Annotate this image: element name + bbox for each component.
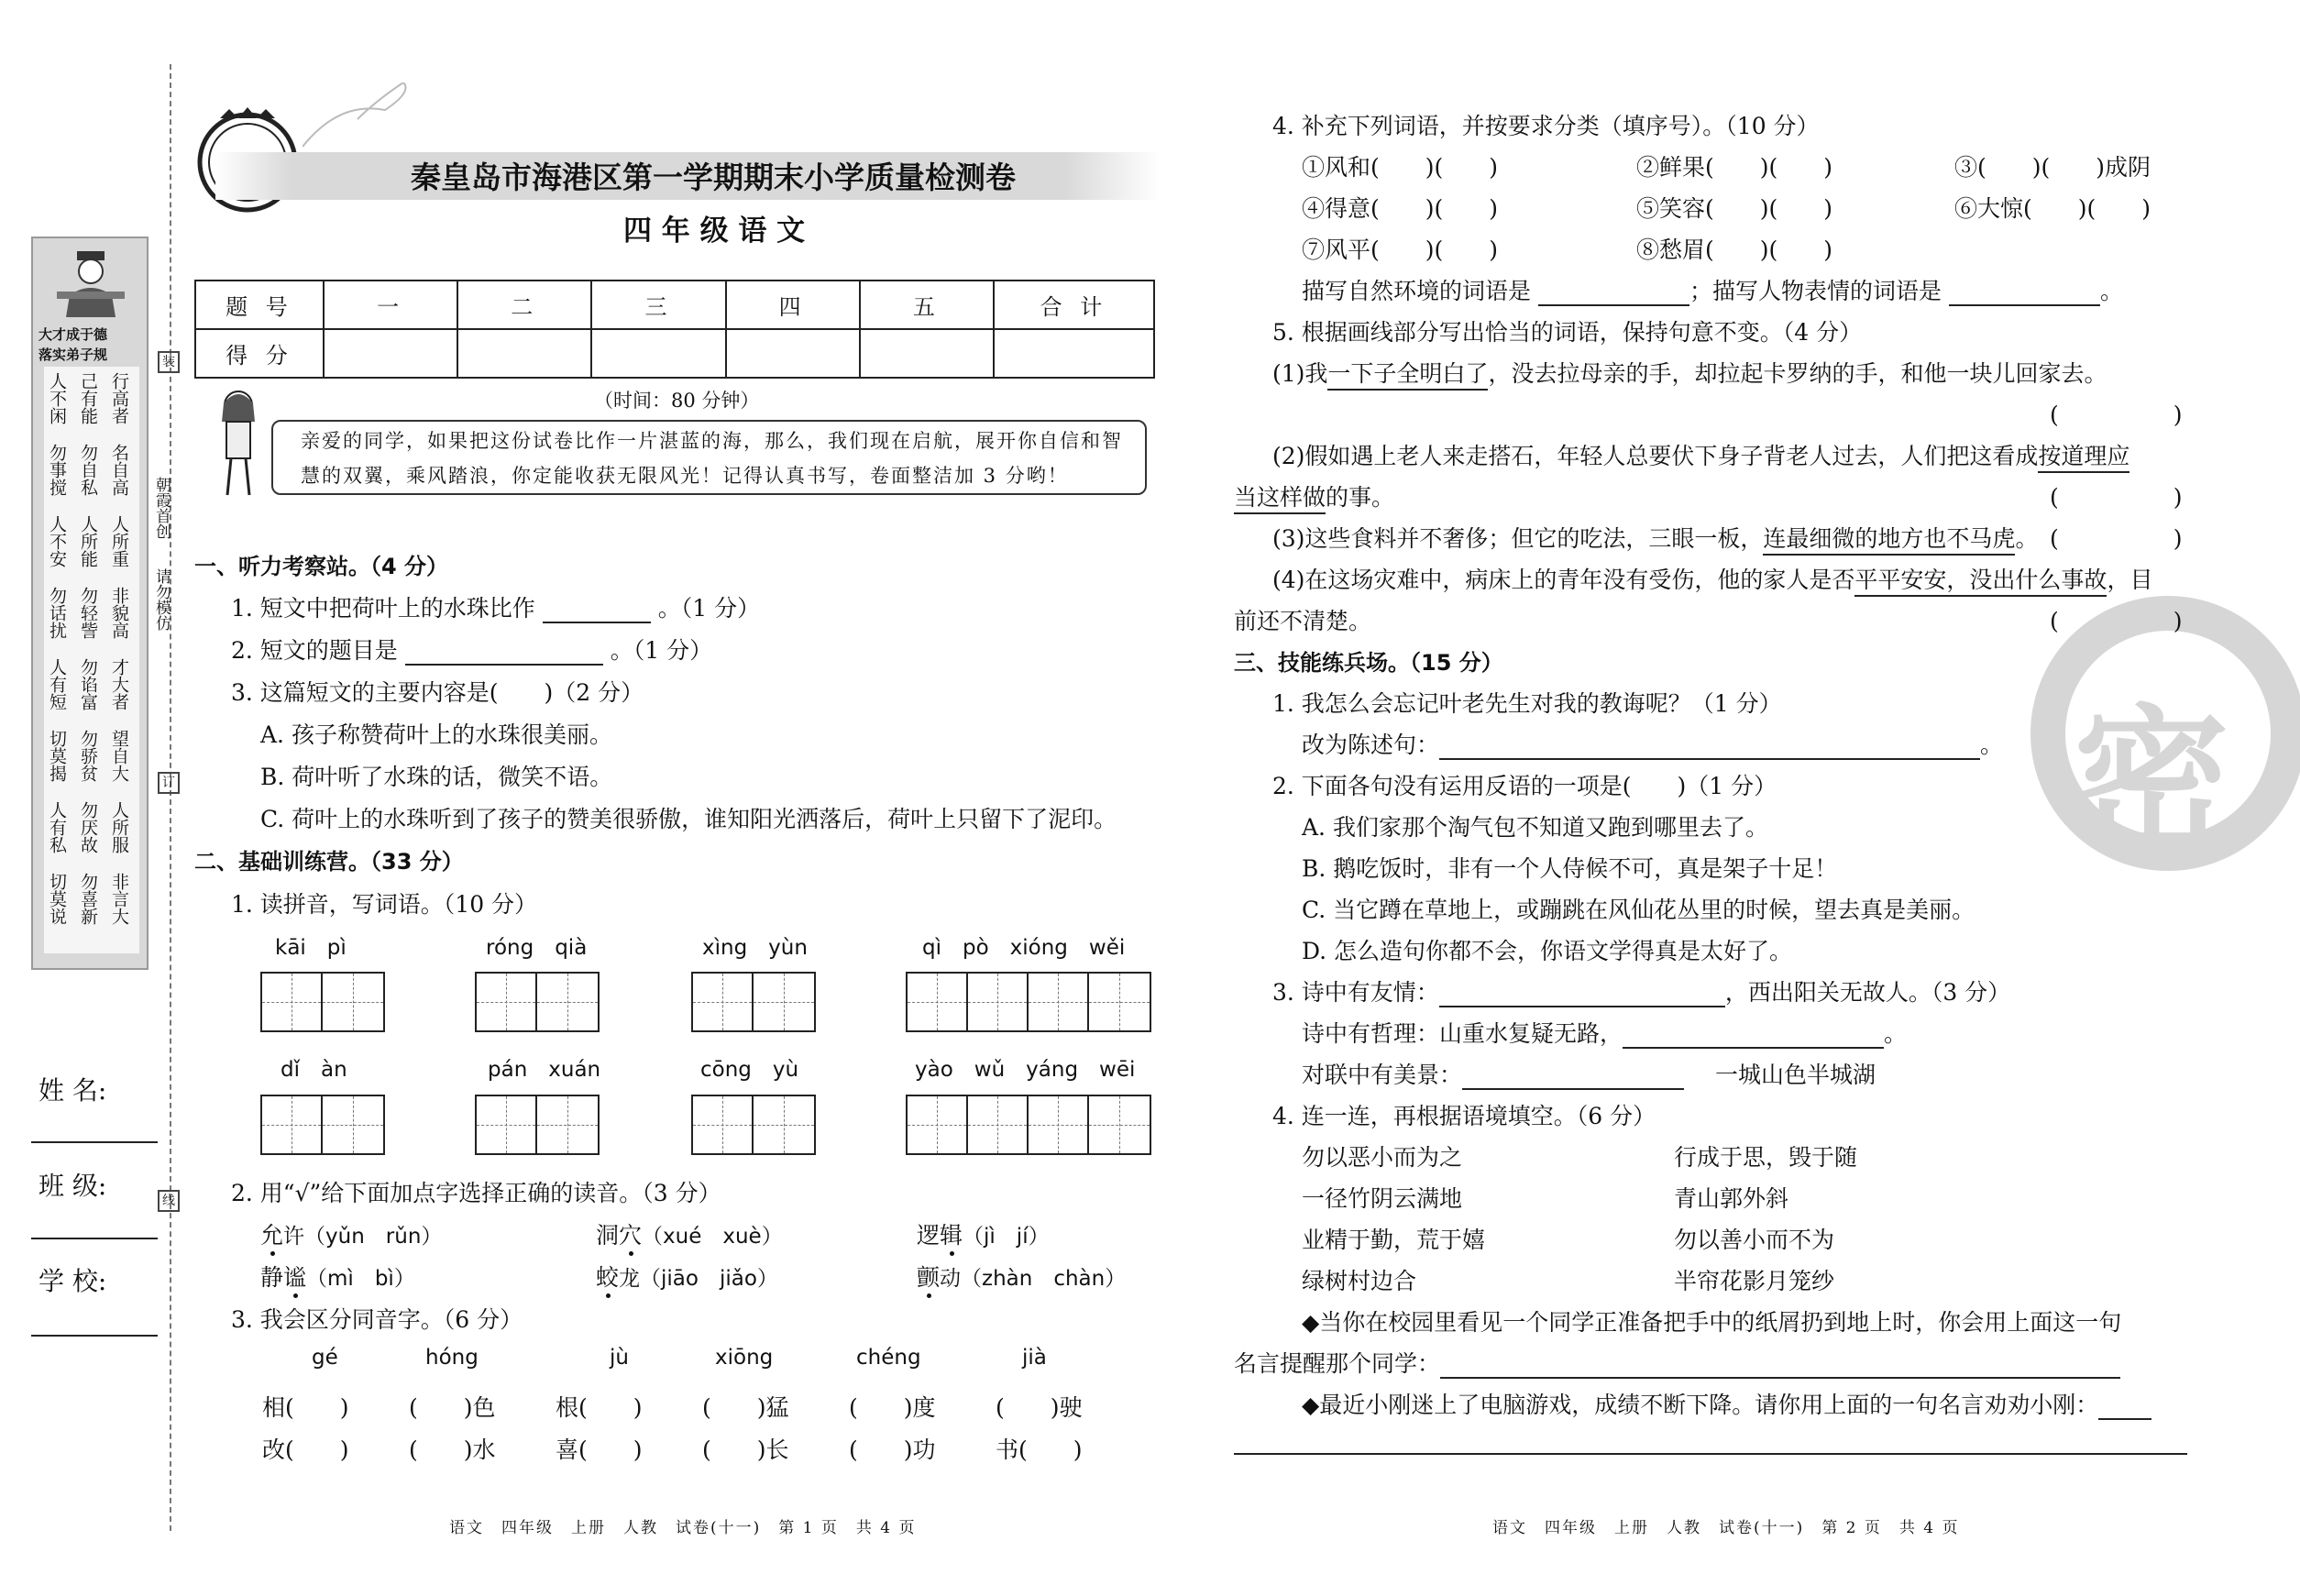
section-3-title: 三、技能练兵场。（15 分） (1234, 650, 1503, 676)
s3-q4: 4. 连一连，再根据语境填空。（6 分） (1272, 1103, 1656, 1129)
q5-s3-pre: (3)这些食料并不奢侈；但它的吃法，三眼一板， (1272, 525, 1764, 552)
homophone-blank[interactable]: 书( ) (996, 1436, 1083, 1463)
answer-paren[interactable]: ( ) (2050, 402, 2183, 428)
q5-s1-underlined: 一下子全明白了 (1327, 356, 1488, 391)
motto-text: 勿轻訾 (78, 587, 98, 639)
q4-classify-a: 描写自然环境的词语是 (1302, 278, 1532, 304)
homophone-blank[interactable]: 相( ) (262, 1394, 349, 1421)
pinyin-label: qì pò xióng wěi (922, 936, 1126, 960)
dotted-char: 蛟 (596, 1260, 619, 1293)
sec1-option-a: A. 孩子称赞荷叶上的水珠很美丽。 (260, 721, 612, 748)
pronunciation-item[interactable] (260, 1260, 415, 1293)
pinyin-label: yào wǔ yáng wēi (915, 1058, 1136, 1082)
q5-s2-pre: (2)假如遇上老人来走搭石，年轻人总要伏下身子背老人过去，人们把这看成 (1272, 443, 2039, 469)
answer-paren[interactable]: ( ) (2050, 525, 2183, 552)
time-note: （时间：80 分钟） (594, 390, 760, 412)
motto-text: 切莫说 (47, 873, 67, 925)
homophone-blank[interactable]: 喜( ) (556, 1436, 643, 1463)
dotted-char: 辑 (940, 1217, 963, 1250)
s3-q3-friendship (1272, 974, 2010, 1007)
q5-s4-post: ，目 (2107, 567, 2153, 593)
homophone-blank[interactable]: 根( ) (556, 1394, 643, 1421)
seal-mark-3: 线 (158, 1190, 180, 1212)
homophone-blank[interactable]: ( )驶 (996, 1394, 1083, 1421)
name-field[interactable] (31, 1141, 158, 1143)
context-2-blank-line[interactable] (1234, 1453, 2187, 1455)
q4: 4. 补充下列词语，并按要求分类（填序号）。（10 分） (1272, 113, 1820, 139)
homophone-pinyin: jù (610, 1346, 629, 1370)
motto-text: 勿自私 (78, 444, 98, 496)
pronunciation-item[interactable] (596, 1217, 783, 1250)
lead-char: 逻 (917, 1222, 941, 1249)
score-row-label: 得 分 (195, 329, 324, 378)
match-left-item[interactable]: 业精于勤，荒于嬉 (1302, 1227, 1486, 1253)
dotted-char: 颤 (917, 1260, 940, 1293)
motto-text: 己有能 (78, 372, 98, 424)
score-table (194, 280, 1155, 379)
pinyin-label: cōng yù (700, 1058, 799, 1082)
match-left-item[interactable]: 勿以恶小而为之 (1302, 1144, 1463, 1171)
context-2-blank[interactable] (2098, 1392, 2151, 1420)
pinyin-label: pán xuán (488, 1058, 601, 1082)
context-1-line-2 (1234, 1346, 2120, 1379)
score-cell[interactable] (591, 329, 725, 378)
s3-q2-option-d: D. 怎么造句你都不会，你语文学得真是太好了。 (1302, 938, 1793, 964)
q5-s3-underlined: 连最细微的地方也不马虎 (1763, 521, 2015, 556)
context-1-blank[interactable] (1440, 1350, 2120, 1379)
writing-grid[interactable] (260, 1095, 385, 1155)
motto-text: 名自高 (109, 444, 129, 496)
idiom-item[interactable]: ⑤笑容( )( ) (1636, 195, 1833, 222)
context-1-prompt: 名言提醒那个同学： (1234, 1350, 1441, 1377)
motto-text: 勿骄贫 (78, 730, 98, 782)
sec1-q1-text: 1. 短文中把荷叶上的水珠比作 (231, 595, 535, 622)
writing-grid[interactable] (691, 1095, 816, 1155)
sec2-q2: 2. 用“√”给下面加点字选择正确的读音。（3 分） (231, 1180, 721, 1206)
q4-blank-nature[interactable] (1538, 278, 1689, 306)
writing-grid[interactable] (475, 972, 600, 1032)
pinyin-label: dǐ àn (281, 1058, 347, 1082)
motto-text: 非言大 (109, 873, 129, 925)
writing-grid[interactable] (691, 972, 816, 1032)
s3-q3-blank-1[interactable] (1439, 979, 1725, 1007)
sec2-q1: 1. 读拼音，写词语。（10 分） (231, 891, 538, 918)
q4-end: 。 (2099, 278, 2123, 304)
motto-text: 勿事搅 (47, 444, 67, 496)
slogan-line-2: 落实弟子规 (39, 347, 108, 363)
exam-title: 秦皇岛市海港区第一学期期末小学质量检测卷 (411, 160, 1016, 195)
homophone-pinyin: xiōng (715, 1346, 774, 1370)
homophone-pinyin: hóng (425, 1346, 479, 1370)
homophone-blank[interactable]: ( )猛 (702, 1394, 789, 1421)
motto-text: 人所能 (78, 515, 98, 567)
q5-sentence-1 (1272, 356, 2107, 391)
q5-sentence-2-line2 (1234, 479, 1394, 514)
score-header-cell: 题 号 (195, 281, 324, 329)
student-illustration (211, 385, 266, 500)
section-1-title: 一、听力考察站。（4 分） (194, 554, 449, 579)
s3-q3-blank-3[interactable] (1462, 1062, 1684, 1090)
idiom-item[interactable]: ⑥大惊( )( ) (1954, 195, 2151, 222)
motto-text: 勿话扰 (47, 587, 67, 639)
scholar-illustration (51, 249, 130, 321)
score-header-cell: 三 (591, 281, 725, 329)
q5-s1-pre: (1)我 (1272, 360, 1328, 387)
motto-text: 才大者 (109, 658, 129, 710)
motto-text: 勿喜新 (78, 873, 98, 925)
s3-q3-b-text: 诗中有哲理：山重水复疑无路， (1302, 1020, 1623, 1047)
slogan-line-1: 大才成于德 (39, 326, 108, 343)
page-footer-2: 语文 四年级 上册 人教 试卷(十一) 第 2 页 共 4 页 (1492, 1519, 1960, 1537)
s3-q3-c-text: 对联中有美景： (1302, 1062, 1463, 1088)
pinyin-label: kāi pì (275, 936, 347, 960)
score-header-cell: 四 (726, 281, 860, 329)
motto-text: 切莫揭 (47, 730, 67, 782)
binding-line (170, 64, 171, 1531)
seal-mark-1: 装 (158, 351, 180, 373)
homophone-blank[interactable]: ( )功 (849, 1436, 936, 1463)
s3-q1-blank[interactable] (1439, 732, 1980, 760)
s3-q2: 2. 下面各句没有运用反语的一项是( )（1 分） (1272, 773, 1777, 799)
homophone-pinyin: jià (1022, 1346, 1047, 1370)
match-right-item[interactable]: 青山郭外斜 (1674, 1185, 1789, 1212)
side-text-2: 请勿模仿 (152, 568, 171, 631)
homophone-blank[interactable]: ( )水 (409, 1436, 496, 1463)
sec1-q2-blank[interactable] (405, 637, 603, 666)
sec1-q2-end: 。（1 分） (610, 637, 713, 664)
page-footer-1: 语文 四年级 上册 人教 试卷(十一) 第 1 页 共 4 页 (449, 1519, 917, 1537)
s3-q3-c-given: 一城山色半城湖 (1714, 1062, 1876, 1088)
idiom-item[interactable]: ⑦风平( )( ) (1302, 237, 1499, 263)
writing-grid[interactable] (260, 972, 385, 1032)
school-field[interactable] (31, 1335, 158, 1337)
q5-s2-post: 的事。 (1326, 484, 1395, 511)
homophone-blank[interactable]: 改( ) (262, 1436, 349, 1463)
s3-q2-option-b: B. 鹅吃饭时，非有一个人侍候不可，真是架子十足！ (1302, 855, 1838, 882)
score-header-cell: 合 计 (994, 281, 1154, 329)
score-header-cell: 二 (457, 281, 591, 329)
lead-char: 洞 (596, 1222, 620, 1249)
writing-grid[interactable] (906, 1095, 1151, 1155)
q5: 5. 根据画线部分写出恰当的词语，保持句意不变。（4 分） (1272, 319, 1863, 346)
pronunciation-options: 许（yǔn rǔn） (283, 1225, 443, 1249)
motto-text: 人有短 (47, 658, 67, 710)
idiom-item[interactable]: ⑧愁眉( )( ) (1636, 237, 1833, 263)
notice-box: 亲爱的同学，如果把这份试卷比作一片湛蓝的海，那么，我们现在启航，展开你自信和智慧的双翼，乘风踏浪，你定能收获无限风光！记得认真书写，卷面整洁加 3 分哟！ (271, 420, 1147, 495)
score-cell[interactable] (994, 329, 1154, 378)
dotted-char: 谧 (283, 1260, 306, 1293)
q5-sentence-2 (1272, 438, 2129, 473)
motto-panel (31, 237, 149, 970)
s3-q3-philosophy: 诗中有哲理：山重水复疑无路， 。 (1302, 1020, 1908, 1047)
s3-q3-a-text: 3. 诗中有友情： (1272, 979, 1439, 1006)
match-right-item[interactable]: 勿以善小而不为 (1674, 1227, 1835, 1253)
pronunciation-options: （jì jí） (963, 1225, 1050, 1249)
name-label: 姓 名: (39, 1075, 107, 1106)
motto-text: 人不闲 (47, 372, 67, 424)
sec1-option-b: B. 荷叶听了水珠的话，微笑不语。 (260, 764, 613, 790)
s3-q1-sub: 改为陈述句： 。 (1302, 732, 2004, 758)
sec2-q3: 3. 我会区分同音字。（6 分） (231, 1306, 523, 1333)
pinyin-label: xìng yùn (702, 936, 808, 960)
answer-paren[interactable]: ( ) (2050, 608, 2183, 634)
match-right-item[interactable]: 行成于思，毁于随 (1674, 1144, 1858, 1171)
writing-grid[interactable] (475, 1095, 600, 1155)
idiom-item[interactable]: ④得意( )( ) (1302, 195, 1499, 222)
q5-s1-post: ，没去拉母亲的手，却拉起卡罗纳的手，和他一块儿回家去。 (1488, 360, 2107, 387)
homophone-blank[interactable]: ( )色 (409, 1394, 496, 1421)
q5-sentence-4-line2: 前还不清楚。 (1234, 608, 1372, 634)
s3-q1-sub-text: 改为陈述句： (1302, 732, 1440, 758)
school-label: 学 校: (39, 1266, 107, 1296)
q4-blank-expression[interactable] (1949, 278, 2100, 306)
ribbon-icon (303, 83, 422, 156)
idiom-item[interactable]: ①风和( )( ) (1302, 154, 1499, 181)
q5-sentence-4 (1272, 562, 2152, 597)
class-field[interactable] (31, 1238, 158, 1239)
sec1-q2 (231, 633, 712, 666)
class-label: 班 级: (39, 1171, 107, 1201)
motto-text: 人不安 (47, 515, 67, 567)
s3-q3-couplet (1302, 1057, 1876, 1090)
q5-s3-post: 。 (2015, 525, 2039, 552)
writing-grid[interactable] (906, 972, 1151, 1032)
sec1-q1 (231, 590, 760, 623)
sec1-option-c: C. 荷叶上的水珠听到了孩子的赞美很骄傲，谁知阳光洒落后，荷叶上只留下了泥印。 (260, 806, 1117, 832)
motto-text: 勿厌故 (78, 801, 98, 853)
q4-classify (1302, 273, 2123, 306)
lead-char: 静 (260, 1264, 284, 1291)
context-1-line-1: ◆当你在校园里看见一个同学正准备把手中的纸屑扔到地上时，你会用上面这一句 (1302, 1309, 2122, 1336)
idiom-item[interactable]: ②鲜果( )( ) (1636, 154, 1833, 181)
idiom-item[interactable]: ③( )( )成阴 (1954, 154, 2151, 181)
match-left-item[interactable]: 一径竹阴云满地 (1302, 1185, 1463, 1212)
pinyin-label: róng qià (486, 936, 588, 960)
score-cell[interactable] (726, 329, 860, 378)
score-cell[interactable] (324, 329, 457, 378)
score-cell[interactable] (860, 329, 994, 378)
homophone-blank[interactable]: ( )度 (849, 1394, 936, 1421)
sec1-q1-end: 。（1 分） (657, 595, 761, 622)
s3-q2-option-a: A. 我们家那个淘气包不知道又跑到哪里去了。 (1302, 814, 1768, 841)
seal-mark-2: 订 (158, 772, 180, 794)
homophone-blank[interactable]: ( )长 (702, 1436, 789, 1463)
side-text-1: 朝霞首创 (152, 477, 171, 539)
pronunciation-options: 龙（jiāo jiǎo） (619, 1267, 778, 1291)
sec1-q1-blank[interactable] (543, 595, 651, 623)
sec1-q2-text: 2. 短文的题目是 (231, 637, 398, 664)
q5-s4-pre: (4)在这场灾难中，病床上的青年没有受伤，他的家人是否 (1272, 567, 1855, 593)
answer-paren[interactable]: ( ) (2050, 484, 2183, 511)
motto-text: 人所服 (109, 801, 129, 853)
score-cell[interactable] (457, 329, 591, 378)
s3-q2-option-c: C. 当它蹲在草地上，或蹦跳在风仙花丛里的时候，望去真是美丽。 (1302, 897, 1975, 923)
pronunciation-item[interactable] (596, 1260, 778, 1293)
motto-text: 行高者 (109, 372, 129, 424)
dotted-char: 允 (260, 1217, 283, 1250)
score-header-cell: 五 (860, 281, 994, 329)
match-left-item[interactable]: 绿树村边合 (1302, 1268, 1417, 1294)
pronunciation-item[interactable] (917, 1217, 1050, 1250)
section-2-title: 二、基础训练营。（33 分） (194, 849, 464, 875)
homophone-pinyin: chéng (856, 1346, 921, 1370)
s3-q1: 1. 我怎么会忘记叶老先生对我的教诲呢？（1 分） (1272, 690, 1782, 717)
dotted-char: 穴 (619, 1217, 642, 1250)
homophone-pinyin: gé (312, 1346, 338, 1370)
q5-sentence-3 (1272, 521, 2038, 556)
s3-q3-blank-2[interactable] (1623, 1020, 1884, 1049)
motto-columns (44, 367, 139, 953)
q5-s2-underlined: 按道理应 (2038, 438, 2129, 473)
motto-text: 人所重 (109, 515, 129, 567)
exam-subtitle: 四 年 级 语 文 (623, 215, 806, 248)
pronunciation-options: （mì bì） (306, 1267, 415, 1291)
match-right-item[interactable]: 半帘花影月笼纱 (1674, 1268, 1835, 1294)
context-2-prompt: ◆最近小刚迷上了电脑游戏，成绩不断下降。请你用上面的一句名言劝劝小刚： (1302, 1392, 2099, 1418)
motto-text: 勿谄富 (78, 658, 98, 710)
motto-text: 望自大 (109, 730, 129, 782)
q5-s2-underlined-2: 当这样做 (1234, 479, 1326, 514)
q5-s4-underlined: 平平安安，没出什么事故 (1854, 562, 2107, 597)
context-2 (1302, 1387, 2151, 1420)
score-header-cell: 一 (324, 281, 457, 329)
confidential-seal-text: 密 (2074, 689, 2230, 873)
pronunciation-options: （xué xuè） (642, 1225, 783, 1249)
motto-text: 非貌高 (109, 587, 129, 639)
pronunciation-options: 动（zhàn chàn） (940, 1267, 1127, 1291)
s3-q3-a-end: ，西出阳关无故人。（3 分） (1724, 979, 2011, 1006)
sec1-q3: 3. 这篇短文的主要内容是( )（2 分） (231, 679, 644, 706)
pronunciation-item[interactable] (917, 1260, 1126, 1293)
q4-classify-b: ；描写人物表情的词语是 (1689, 278, 1942, 304)
pronunciation-item[interactable] (260, 1217, 442, 1250)
motto-text: 人有私 (47, 801, 67, 853)
